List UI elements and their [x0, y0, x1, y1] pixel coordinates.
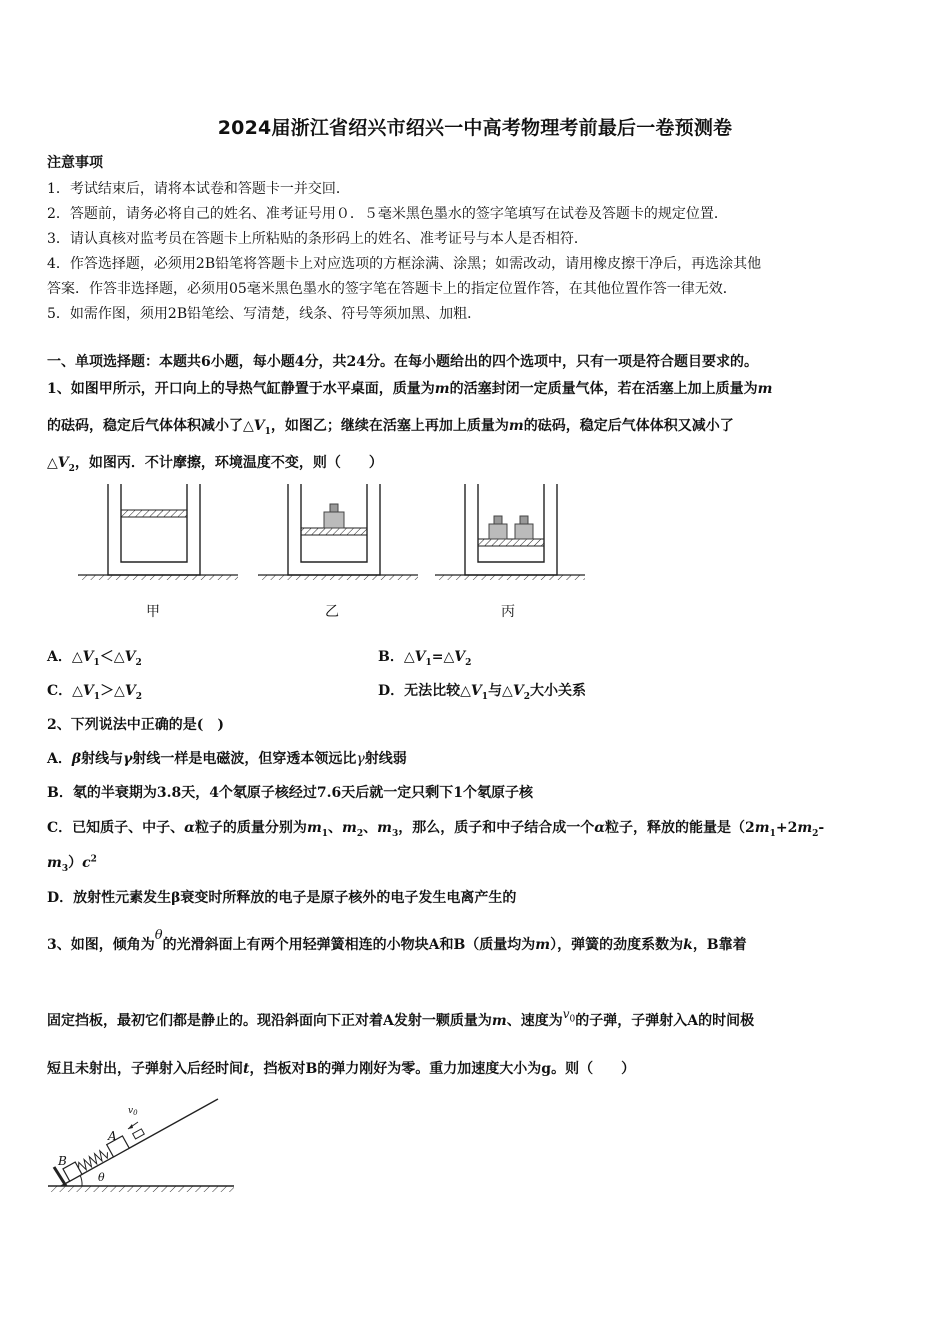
- cylinder-figure-yi: [258, 482, 418, 588]
- question-1-line-2: 的砝码，稳定后气体体积减小了$\triangle V_1$，如图乙；继续在活塞上再加上质量为m的砝码，稳定后气体体积又减小了: [47, 418, 734, 437]
- notice-item: 5．如需作图，须用2B铅笔绘、写清楚，线条、符号等须加黑、加粗．: [47, 306, 482, 322]
- q2-option-b[interactable]: B．氡的半衰期为3.8天，4个氡原子核经过7.6天后就一定只剩下1个氡原子核: [47, 785, 534, 801]
- question-1-line-1: 1、如图甲所示，开口向上的导热气缸静置于水平桌面，质量为m的活塞封闭一定质量气体，若在活塞上加上质量为m: [47, 381, 773, 397]
- figure-label-b: B: [58, 1154, 67, 1168]
- question-2-stem: 2、下列说法中正确的是( ): [47, 717, 224, 733]
- cylinder-figure-jia: [78, 482, 238, 588]
- q1-option-a[interactable]: A．$\triangle V_1<\triangle V_2$: [47, 649, 142, 668]
- q2-option-a[interactable]: A．β射线与γ射线一样是电磁波，但穿透本领远比γ射线弱: [47, 751, 407, 767]
- q1-option-d[interactable]: D．无法比较$\triangle V_1$与$\triangle V_2$大小关系: [378, 683, 586, 702]
- q1-option-c[interactable]: C．$\triangle V_1>\triangle V_2$: [47, 683, 142, 702]
- question-1-line-3: $\triangle V_2$，如图丙．不计摩擦，环境温度不变，则（ ）: [47, 455, 383, 474]
- notice-item: 4．作答选择题，必须用2B铅笔将答题卡上对应选项的方框涂满、涂黑；如需改动，请用橡皮擦干净后，再选涂其他: [47, 256, 762, 272]
- cylinder-figure-bing: [435, 482, 595, 588]
- figure-label-v0: $v_0$: [128, 1106, 138, 1117]
- incline-spring-figure: [46, 1095, 236, 1200]
- figure-label-theta: θ: [98, 1171, 105, 1184]
- page-title: 2024届浙江省绍兴市绍兴一中高考物理考前最后一卷预测卷: [217, 117, 733, 139]
- notice-item: 1．考试结束后，请将本试卷和答题卡一并交回．: [47, 181, 350, 197]
- figure-label-bing: 丙: [501, 604, 515, 620]
- q2-option-c-line-2[interactable]: $m_3)c^2$: [47, 854, 97, 874]
- question-3-line-1: 3、如图，倾角为θ的光滑斜面上有两个用轻弹簧相连的小物块A和B（质量均为m），弹簧的劲度系数为k，B靠着: [47, 928, 747, 953]
- figure-label-a: A: [108, 1129, 117, 1143]
- section-heading: 一、单项选择题：本题共6小题，每小题4分，共24分。在每小题给出的四个选项中，只有一项是符合题目要求的。: [47, 354, 758, 370]
- question-3-line-3: 短且未射出，子弹射入后经时间t，挡板对B的弹力刚好为零。重力加速度大小为g。则（ ）: [47, 1061, 636, 1077]
- notice-heading: 注意事项: [47, 155, 103, 171]
- q2-option-d[interactable]: D．放射性元素发生β衰变时所释放的电子是原子核外的电子发生电离产生的: [47, 890, 517, 906]
- figure-label-yi: 乙: [325, 604, 339, 620]
- question-3-line-2: 固定挡板，最初它们都是静止的。现沿斜面向下正对着A发射一颗质量为m、速度为$v_0$的子弹，子弹射入A的时间极: [47, 1007, 755, 1029]
- q2-option-c-line-1[interactable]: C．已知质子、中子、α粒子的质量分别为$m_1$、$m_2$、$m_3$，那么，质子和中子结合成一个α粒子，释放的能量是（$2m_1+2m_2-$: [47, 820, 825, 839]
- figure-label-jia: 甲: [146, 604, 160, 620]
- q1-option-b[interactable]: B．$\triangle V_1=\triangle V_2$: [378, 649, 472, 668]
- notice-item: 答案．作答非选择题，必须用05毫米黑色墨水的签字笔在答题卡上的指定位置作答，在其他位置作答一律无效．: [47, 281, 737, 297]
- notice-item: 3．请认真核对监考员在答题卡上所粘贴的条形码上的姓名、准考证号与本人是否相符．: [47, 231, 588, 247]
- notice-item: 2．答题前，请务必将自己的姓名、准考证号用０．５毫米黑色墨水的签字笔填写在试卷及答题卡的规定位置．: [47, 206, 728, 222]
